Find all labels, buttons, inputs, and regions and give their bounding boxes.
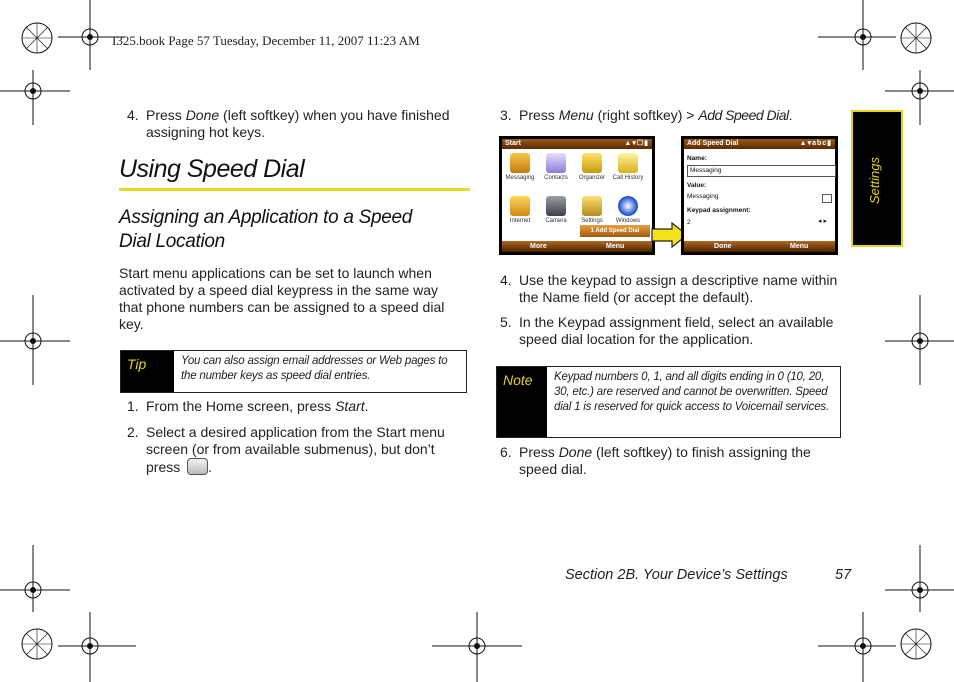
app-label: Internet [509, 218, 531, 224]
app-label: Organizer [578, 175, 606, 181]
name-field[interactable]: Messaging [687, 165, 836, 177]
note-box [496, 366, 841, 438]
book-header: I325.book Page 57 Tuesday, December 11, 2007 11:23 AM [112, 33, 420, 48]
settings-icon [582, 196, 602, 216]
app-label: Contacts [544, 175, 568, 181]
value-label: Value: [687, 182, 707, 189]
left-step-1: 1. From the Home screen, press Start. [127, 398, 369, 414]
softkey-menu[interactable]: Menu [606, 243, 625, 250]
side-tab-label: Settings [867, 157, 882, 204]
page-number: 57 [835, 567, 852, 583]
screen-title-bar: Start ▲▾☐▮ [502, 139, 652, 149]
contacts-icon [546, 153, 566, 173]
softkey-done: Done [558, 444, 593, 460]
footer-section: Section 2B. Your Device’s Settings [565, 567, 788, 583]
step-number: 4. [500, 272, 512, 288]
command-add-speed-dial: Add Speed Dial [698, 107, 789, 123]
intro-paragraph: Start menu applications can be set to launch when activated by a speed dial keypress in the same way that phone numbers can be assigned to a speed dial key. [119, 265, 445, 332]
tip-text: You can also assign email addresses or Web pages to the number keys as speed dial entries. [181, 355, 448, 382]
softkey-more[interactable]: More [530, 243, 547, 250]
app-label: Messaging [505, 175, 535, 181]
step-number: 1. [127, 398, 139, 414]
name-label: Name: [687, 155, 707, 162]
app-label: Call History [612, 175, 644, 181]
screen-title-bar: Add Speed Dial ▲▾abc▮ [684, 139, 835, 149]
subsection-title: Assigning an Application to a Speed Dial Location [119, 207, 413, 252]
add-speed-dial-screenshot [681, 136, 838, 255]
softkey-bar [684, 241, 835, 252]
tip-label: Tip [121, 351, 174, 392]
app-label: Settings [581, 218, 603, 224]
softkey-done[interactable]: Done [714, 243, 732, 250]
value-field: Messaging [687, 193, 719, 200]
step-number: 3. [500, 107, 512, 123]
keypad-assignment-label: Keypad assignment: [687, 207, 751, 214]
step-number: 2. [127, 424, 139, 440]
key-icon [187, 458, 208, 475]
app-label: Camera [545, 218, 567, 224]
softkey-menu: Menu [558, 107, 594, 123]
left-step-2: 2. Select a desired application from the Start menu screen (or from available submenus), but don’t press . [127, 424, 445, 475]
note-label: Note [497, 367, 547, 437]
tip-box [120, 350, 467, 393]
step-number: 5. [500, 314, 512, 330]
camera-icon [546, 196, 566, 216]
internet-icon [510, 196, 530, 216]
right-step-5: 5. In the Keypad assignment field, select an available speed dial location for the application. [500, 314, 834, 347]
value-picker-icon[interactable] [822, 194, 832, 203]
add-speed-dial-popup[interactable]: 1 Add Speed Dial [580, 225, 650, 237]
title-rule [119, 188, 470, 191]
step-number: 6. [500, 444, 512, 460]
status-icons: ▲▾☐▮ [624, 140, 649, 147]
call-history-icon [618, 153, 638, 173]
right-step-6: 6. Press Done (left softkey) to finish assigning the speed dial. [500, 444, 811, 477]
right-step-3: 3. Press Menu (right softkey) > Add Speed Dial. [500, 107, 793, 123]
softkey-bar [502, 241, 652, 252]
section-title: Using Speed Dial [119, 155, 305, 183]
softkey-start: Start [335, 398, 365, 414]
windows-icon [618, 196, 638, 216]
organizer-icon [582, 153, 602, 173]
step-number: 4. [127, 107, 139, 123]
settings-side-tab [851, 110, 903, 247]
keypad-assignment-field[interactable]: 2 [687, 219, 691, 226]
messaging-icon [510, 153, 530, 173]
right-step-4: 4. Use the keypad to assign a descriptive name within the Name field (or accept the default). [500, 272, 838, 305]
softkey-menu[interactable]: Menu [790, 243, 809, 250]
start-menu-screenshot [499, 136, 655, 255]
left-step-4: 4. Press Done (left softkey) when you have finished assigning hot keys. [127, 107, 450, 140]
app-label: Windows [615, 218, 641, 224]
note-text: Keypad numbers 0, 1, and all digits ending in 0 (10, 20, 30, etc.) are reserved and cannot be overwritten. Speed dial 1 is reserved for quick access to Voicemail services. [554, 371, 829, 413]
status-icons: ▲▾abc▮ [799, 140, 832, 147]
softkey-done: Done [185, 107, 220, 123]
left-right-arrows-icon[interactable]: ◂ ▸ [818, 218, 827, 225]
